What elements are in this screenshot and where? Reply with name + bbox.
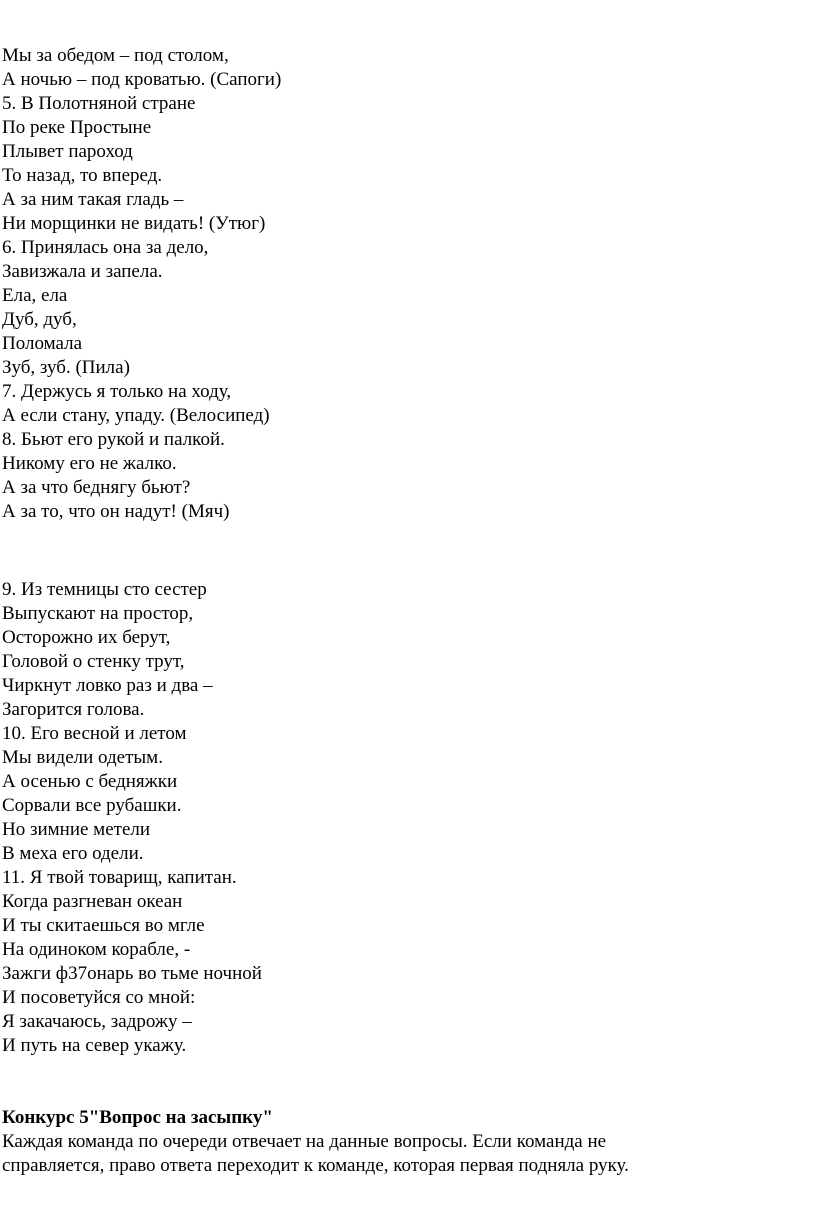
- text-line: Ела, ела: [2, 285, 68, 306]
- text-line: А ночью – под кроватью. (Сапоги): [2, 69, 282, 90]
- text-line: Завизжала и запела.: [2, 261, 163, 282]
- text-line: 10. Его весной и летом: [2, 723, 187, 744]
- text-line: Головой о стенку трут,: [2, 651, 185, 672]
- text-line: И ты скитаешься во мгле: [2, 915, 205, 936]
- text-line: А если стану, упаду. (Велосипед): [2, 405, 270, 426]
- text-line: Зажги ф37онарь во тьме ночной: [2, 963, 262, 984]
- text-line: И путь на север укажу.: [2, 1035, 187, 1056]
- contest-text-line: справляется, право ответа переходит к команде, которая первая подняла руку.: [2, 1155, 629, 1176]
- text-line: Когда разгневан океан: [2, 891, 183, 912]
- text-line: Чиркнут ловко раз и два –: [2, 675, 213, 696]
- text-line: А за ним такая гладь –: [2, 189, 184, 210]
- text-line: Поломала: [2, 333, 82, 354]
- text-line: Я закачаюсь, задрожу –: [2, 1011, 192, 1032]
- text-line: Выпускают на простор,: [2, 603, 194, 624]
- contest-text-line: Каждая команда по очереди отвечает на данные вопросы. Если команда не: [2, 1131, 607, 1152]
- text-line: 11. Я твой товарищ, капитан.: [2, 867, 237, 888]
- text-line: На одиноком корабле, -: [2, 939, 191, 960]
- text-line: По реке Простыне: [2, 117, 152, 138]
- riddles-block-2: [2, 578, 262, 1058]
- text-line: 7. Держусь я только на ходу,: [2, 381, 232, 402]
- text-line: А за то, что он надут! (Мяч): [2, 501, 230, 522]
- contest-section: [2, 1106, 629, 1178]
- text-line: Но зимние метели: [2, 819, 151, 840]
- text-line: 9. Из темницы сто сестер: [2, 579, 207, 600]
- riddles-block-1: [2, 44, 281, 524]
- text-line: Зуб, зуб. (Пила): [2, 357, 130, 378]
- text-line: Загорится голова.: [2, 699, 145, 720]
- text-line: А осенью с бедняжки: [2, 771, 178, 792]
- contest-heading: Конкурс 5"Вопрос на засыпку": [2, 1107, 273, 1128]
- text-line: В меха его одели.: [2, 843, 144, 864]
- text-line: То назад, то вперед.: [2, 165, 163, 186]
- text-line: Мы видели одетым.: [2, 747, 163, 768]
- text-line: А за что беднягу бьют?: [2, 477, 191, 498]
- text-line: 8. Бьют его рукой и палкой.: [2, 429, 225, 450]
- text-line: Никому его не жалко.: [2, 453, 177, 474]
- text-line: Ни морщинки не видать! (Утюг): [2, 213, 266, 234]
- text-line: Плывет пароход: [2, 141, 133, 162]
- text-line: 6. Принялась она за дело,: [2, 237, 209, 258]
- text-line: Сорвали все рубашки.: [2, 795, 182, 816]
- text-line: Дуб, дуб,: [2, 309, 77, 330]
- text-line: И посоветуйся со мной:: [2, 987, 196, 1008]
- text-line: Мы за обедом – под столом,: [2, 45, 229, 66]
- text-line: 5. В Полотняной стране: [2, 93, 196, 114]
- text-line: Осторожно их берут,: [2, 627, 171, 648]
